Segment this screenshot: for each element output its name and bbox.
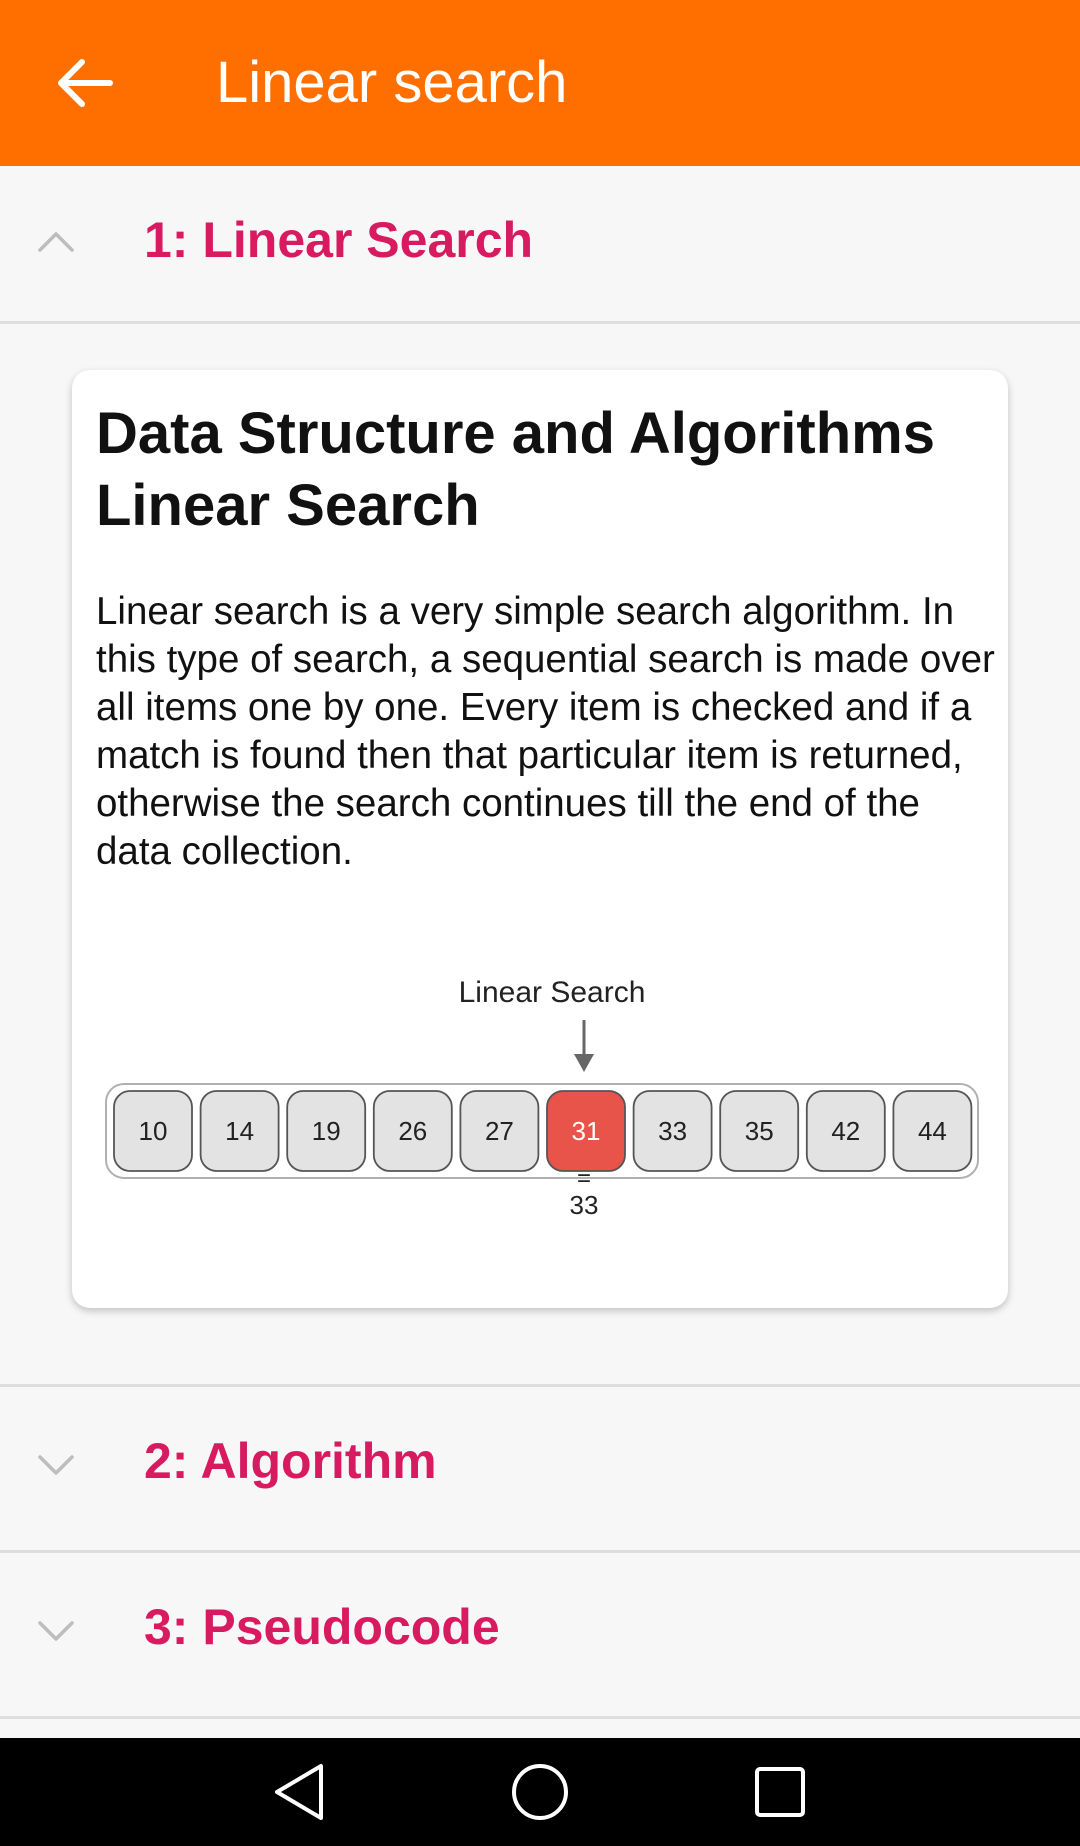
page-title: Linear search xyxy=(216,50,568,115)
array-cell-value: 42 xyxy=(831,1116,861,1146)
section-title: 2: Algorithm xyxy=(144,1433,437,1489)
array-cell xyxy=(893,1091,971,1171)
array-cell-value: 33 xyxy=(658,1116,688,1146)
array-cell xyxy=(114,1091,192,1171)
section-title: 3: Pseudocode xyxy=(144,1599,500,1655)
array-cell-value: 10 xyxy=(138,1116,168,1146)
array-cell-value: 35 xyxy=(744,1116,774,1146)
array-cell xyxy=(460,1091,538,1171)
search-target-value: 33 xyxy=(569,1190,599,1220)
array-cell xyxy=(287,1091,365,1171)
linear-search-diagram xyxy=(102,960,982,1220)
card-title: Data Structure and Algorithms Linear Search xyxy=(96,401,935,538)
section-header-linear-search[interactable] xyxy=(0,166,1080,326)
array-cell xyxy=(374,1091,452,1171)
home-circle-icon xyxy=(495,1756,585,1828)
array-cell xyxy=(807,1091,885,1171)
card-body-text: Linear search is a very simple search algorithm. In this type of search, a sequential search is made over all items one by one. Every item is checked and if a match is found then that particular item is returned, otherwise the search continues till the end of the data collection. xyxy=(96,590,995,873)
section-header-algorithm[interactable] xyxy=(0,1387,1080,1547)
array-cell-value: 27 xyxy=(484,1116,514,1146)
divider xyxy=(0,1716,1080,1719)
system-nav-bar xyxy=(0,1738,1080,1846)
chevron-up-icon xyxy=(34,220,78,264)
nav-recents-button[interactable] xyxy=(735,1756,825,1828)
section-title: 1: Linear Search xyxy=(144,212,534,268)
chevron-down-icon xyxy=(34,1609,78,1653)
array-cell-value: 19 xyxy=(311,1116,341,1146)
recents-square-icon xyxy=(735,1756,825,1828)
array-cell xyxy=(547,1091,625,1171)
divider xyxy=(0,321,1080,324)
down-arrow-icon xyxy=(574,1020,594,1072)
app-bar xyxy=(0,0,1080,166)
arrow-left-icon xyxy=(50,50,120,116)
back-triangle-icon xyxy=(255,1756,345,1828)
array-cell xyxy=(201,1091,279,1171)
array-cell-value: 14 xyxy=(225,1116,255,1146)
back-button[interactable] xyxy=(50,50,120,116)
array-cell-value: 44 xyxy=(917,1116,947,1146)
array-cell xyxy=(720,1091,798,1171)
array-cell-value: 31 xyxy=(571,1116,601,1146)
compare-symbol: = xyxy=(576,1165,592,1192)
array-cell xyxy=(634,1091,712,1171)
chevron-down-icon xyxy=(34,1443,78,1487)
content-card xyxy=(72,370,1008,1308)
diagram-caption: Linear Search xyxy=(458,976,646,1009)
nav-home-button[interactable] xyxy=(495,1756,585,1828)
nav-back-button[interactable] xyxy=(255,1756,345,1828)
section-header-pseudocode[interactable] xyxy=(0,1553,1080,1713)
array-cell-value: 26 xyxy=(398,1116,428,1146)
